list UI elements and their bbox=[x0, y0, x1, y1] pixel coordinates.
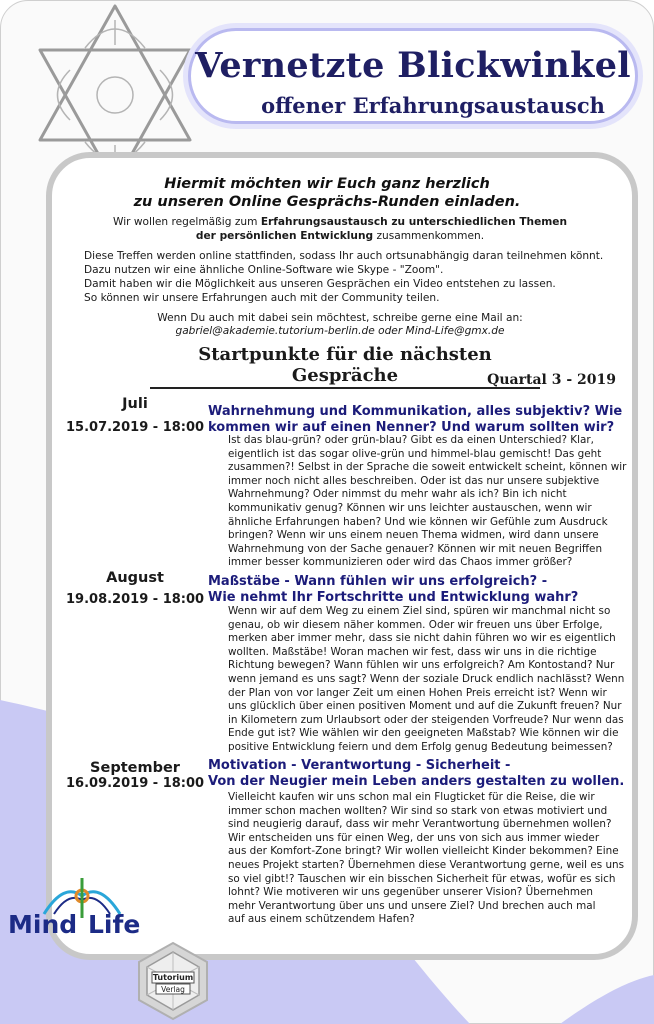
desc-line: Wahrnehmung von der Sache genauer? Können wir mit neuen Begriffen bbox=[228, 542, 603, 555]
desc-line: in Kilometern zum Urlaubsort oder der steigenden Vorfreude? Nur wenn das bbox=[228, 713, 624, 726]
contact-line: Wenn Du auch mit dabei sein möchtest, schreibe gerne eine Mail an: bbox=[157, 312, 523, 324]
intro-paragraph-2-line-3: Damit haben wir die Möglichkeit aus unseren Gesprächen ein Video entstehen zu lassen. bbox=[84, 278, 556, 290]
event-description bbox=[228, 791, 633, 927]
desc-line: sind neugierig darauf, dass wir mehr Verantwortung übernehmen wollen? bbox=[228, 818, 612, 831]
intro-paragraph-2-line-2: Dazu nutzen wir eine ähnliche Online-Software wie Skype - "Zoom". bbox=[84, 264, 444, 276]
intro-paragraph-2-line-1: Diese Treffen werden online stattfinden, sodass Ihr auch ortsunabhängig daran teilnehmen könnt. bbox=[84, 250, 604, 262]
desc-line: wollten. Maßstäbe! Woran machen wir fest, dass wir uns in die richtige bbox=[228, 645, 597, 658]
verlag-text: Verlag bbox=[161, 985, 185, 994]
desc-line: eigentlich ist das sogar olive-grün und himmel-blau gemischt! Das geht bbox=[228, 447, 602, 460]
page-subtitle: offener Erfahrungsaustausch bbox=[261, 93, 605, 118]
desc-line: Wahrnehmung? Oder nimmst du mehr wahr als ich? Bin ich nicht bbox=[228, 488, 567, 501]
tutorium-verlag-logo bbox=[132, 940, 214, 1022]
tutorium-text: Tutorium bbox=[152, 973, 194, 982]
desc-line: kommunikativ genug? Können wir uns leichter austauschen, wenn wir bbox=[228, 501, 592, 514]
logo-mind-text: Mind bbox=[8, 910, 78, 939]
event-topic bbox=[208, 758, 628, 790]
schedule-quarter: Quartal 3 - 2019 bbox=[487, 372, 616, 388]
event-month: Juli bbox=[122, 396, 148, 412]
desc-line: immer besser kommunizieren oder wird das Chaos immer größer? bbox=[228, 556, 573, 569]
desc-line: der Plan von vor langer Zeit um einen Hohen Preis erreicht ist? Wenn wir bbox=[228, 686, 607, 699]
logo-life-text: Life bbox=[88, 910, 141, 939]
event-topic-line-2: Wie nehmt Ihr Fortschritte und Entwicklung wahr? bbox=[208, 590, 579, 605]
mind-life-logo bbox=[6, 874, 156, 944]
desc-line: bringen? Wenn wir uns einem neuen Thema widmen, wird dann unsere bbox=[228, 529, 599, 542]
desc-line: Richtung bewegen? Wann fühlen wir uns erfolgreich? Am Kontostand? Nur bbox=[228, 659, 615, 672]
desc-line: neues Projekt starten? Übernehmen diese Verantwortung gerne, weil es uns bbox=[228, 858, 625, 871]
intro-paragraph-1-line-2: der persönlichen Entwicklung zusammenkommen. bbox=[195, 230, 485, 242]
desc-line: wenn jemand es uns sagt? Wenn der soziale Druck endlich nachlässt? Wenn bbox=[228, 672, 625, 685]
desc-line: Ende gut ist? Wie wählen wir den geeigneten Maßstab? Wie können wir die bbox=[228, 727, 619, 740]
desc-line: Wir entscheiden uns für einen Weg, der uns von sich aus immer wieder bbox=[228, 831, 600, 844]
desc-line: Wenn wir auf dem Weg zu einem Ziel sind, spüren wir manchmal nicht so bbox=[228, 605, 611, 617]
event-month: August bbox=[106, 570, 164, 586]
event-datetime: 19.08.2019 - 18:00 bbox=[66, 592, 205, 607]
event-topic bbox=[208, 404, 628, 436]
desc-line: Ist das blau-grün? oder grün-blau? Gibt es da einen Unterschied? Klar, bbox=[228, 434, 594, 446]
event-topic-line-1: Wahrnehmung und Kommunikation, alles subjektiv? Wie bbox=[208, 404, 623, 419]
schedule-heading: Startpunkte für die nächsten Gespräche bbox=[150, 344, 540, 389]
desc-line: merken aber immer mehr, dass sie nicht dahin führen wo wir es eigentlich bbox=[228, 632, 616, 645]
event-description bbox=[228, 605, 633, 755]
desc-line: positive Entwicklung feiern und dem Erfolg genug Bedeutung beimessen? bbox=[228, 740, 613, 753]
desc-line: so viel gibt!? Tauschen wir ein bisschen Sicherheit für etwas, wofür es sich bbox=[228, 872, 616, 885]
event-month: September bbox=[90, 760, 180, 776]
desc-line: zusammen?! Selbst in der Sprache die soweit entwickelt scheint, können wir bbox=[228, 461, 627, 474]
desc-line: uns glücklich über einen positiven Moment und auf die Zukunft freuen? Nur bbox=[228, 700, 622, 713]
event-topic bbox=[208, 574, 628, 606]
desc-line: Vielleicht kaufen wir uns schon mal ein Flugticket für die Reise, die wir bbox=[228, 791, 595, 803]
intro-headline-1: Hiermit möchten wir Euch ganz herzlich bbox=[164, 176, 490, 192]
event-topic-line-1: Maßstäbe - Wann fühlen wir uns erfolgreich? - bbox=[208, 574, 548, 589]
event-description bbox=[228, 434, 633, 570]
desc-line: mehr Verantwortung über uns und unsere Ziel? Und brechen auch mal bbox=[228, 899, 596, 912]
desc-line: auf aus einem schützendem Hafen? bbox=[228, 913, 415, 926]
page-title: Vernetzte Blickwinkel bbox=[195, 45, 631, 86]
desc-line: immer schon machen wollten? Wir sind so stark von etwas motiviert und bbox=[228, 804, 608, 817]
desc-line: aus der Komfort-Zone bringt? Wir wollen vielleicht Kinder bekommen? Eine bbox=[228, 845, 619, 858]
desc-line: immer noch nicht alles beschreiben. Oder ist das nur unsere subjektive bbox=[228, 474, 600, 487]
intro-headline-2: zu unseren Online Gesprächs-Runden einladen. bbox=[133, 194, 521, 210]
desc-line: genau, ob wir diesem näher kommen. Oder wir freuen uns über Erfolge, bbox=[228, 618, 603, 631]
event-topic-line-2: kommen wir auf einen Nenner? Und warum sollten wir? bbox=[208, 420, 615, 435]
event-topic-line-2: Von der Neugier mein Leben anders gestalten zu wollen. bbox=[208, 774, 625, 789]
event-datetime: 16.09.2019 - 18:00 bbox=[66, 776, 205, 791]
intro-paragraph-2-line-4: So können wir unsere Erfahrungen auch mit der Community teilen. bbox=[84, 292, 440, 304]
desc-line: lohnt? Wie motiveren wir uns gegenüber unserer Vision? Übernehmen bbox=[228, 886, 593, 899]
title-banner bbox=[188, 28, 638, 124]
desc-line: ähnliche Erfahrungen haben? Und wie können wir Gefühle zum Ausdruck bbox=[228, 515, 608, 528]
intro-paragraph-1-line-1: Wir wollen regelmäßig zum Erfahrungsaustausch zu unterschiedlichen Themen bbox=[112, 216, 568, 228]
event-datetime: 15.07.2019 - 18:00 bbox=[66, 420, 205, 435]
contact-emails[interactable]: gabriel@akademie.tutorium-berlin.de oder Mind-Life@gmx.de bbox=[175, 325, 505, 337]
event-topic-line-1: Motivation - Verantwortung - Sicherheit - bbox=[208, 758, 511, 773]
